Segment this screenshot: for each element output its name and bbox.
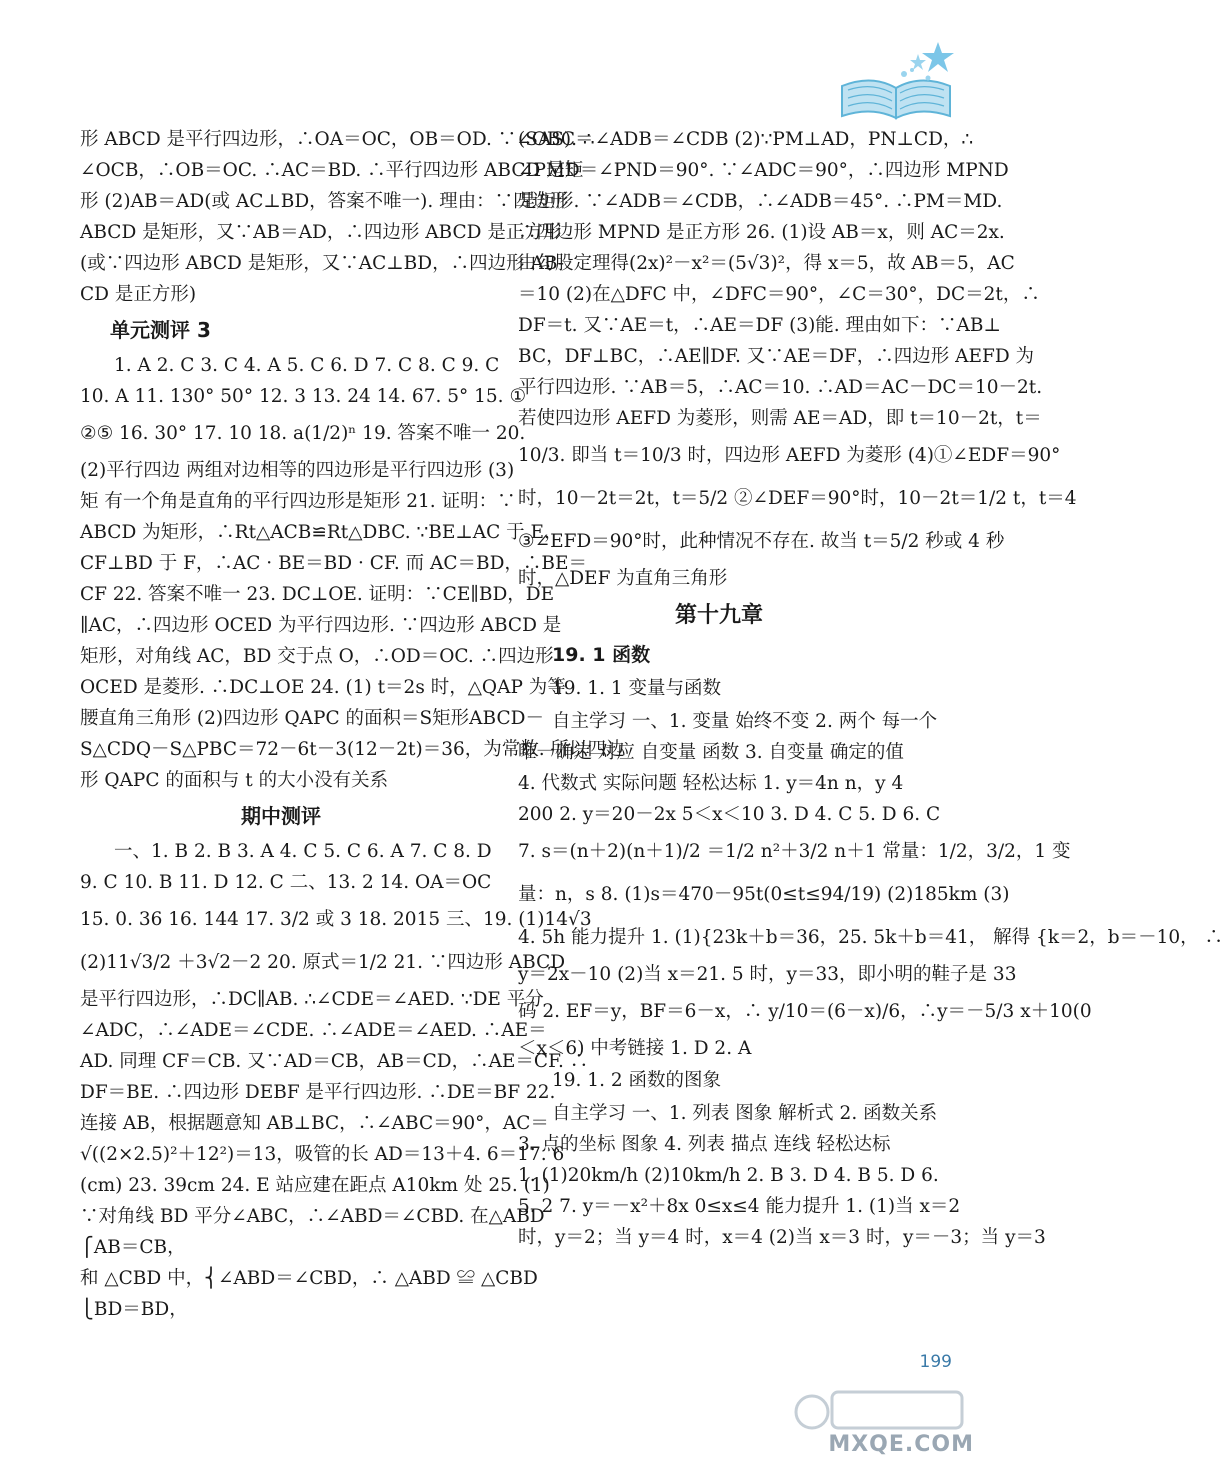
answer-line: 码 2. EF＝y，BF＝6－x，∴ y/10＝(6－x)/6，∴y＝－5/3 x＋10(0 [518, 1001, 1092, 1022]
book-star-logo [834, 40, 962, 122]
answer-line: BC，DF⊥BC，∴AE∥DF. 又∵AE＝DF，∴四边形 AEFD 为 [518, 346, 1035, 367]
answer-line: ＜x＜6) 中考链接 1. D 2. A [518, 1038, 752, 1059]
answer-line: DF＝BE. ∴四边形 DEBF 是平行四边形. ∴DE＝BF 22. [80, 1082, 556, 1103]
answer-line: 10/3. 即当 t＝10/3 时，四边形 AEFD 为菱形 (4)①∠EDF＝90° [518, 445, 1061, 466]
subsection-title: 19. 1. 2 函数的图象 [552, 1070, 721, 1091]
answer-line: 矩 有一个角是直角的平行四边形是矩形 21. 证明：∵ [80, 491, 516, 512]
answer-line: 自主学习 一、1. 列表 图象 解析式 2. 函数关系 [552, 1103, 938, 1124]
answer-line: ③∠EFD＝90°时，此种情况不存在. 故当 t＝5/2 秒或 4 秒 [518, 531, 1005, 552]
answer-line: 5. 2 7. y＝－x²＋8x 0≤x≤4 能力提升 1. (1)当 x＝2 [518, 1196, 961, 1217]
answer-line: 4. 5h 能力提升 1. (1){23k＋b＝36，25. 5k＋b＝41， 解得 {k＝2，b＝－10， ∴ [518, 927, 1223, 948]
answer-line: DF＝t. 又∵AE＝t，∴AE＝DF (3)能. 理由如下：∵AB⊥ [518, 315, 1001, 336]
answer-line: 1. (1)20km/h (2)10km/h 2. B 3. D 4. B 5. D 6. [518, 1165, 939, 1186]
answer-line: ∠ADC，∴∠ADE＝∠CDE. ∴∠ADE＝∠AED. ∴AE＝ [80, 1020, 547, 1041]
answer-line: (2)平行四边 两组对边相等的四边形是平行四边形 (3) [80, 460, 515, 481]
answer-line: 若使四边形 AEFD 为菱形，则需 AE＝AD，即 t＝10－2t，t＝ [518, 408, 1042, 429]
answer-line: 是平行四边形，∴DC∥AB. ∴∠CDE＝∠AED. ∵DE 平分 [80, 989, 544, 1010]
answer-line: ABCD 为矩形，∴Rt△ACB≌Rt△DBC. ∵BE⊥AC 于 E， [80, 522, 563, 543]
answer-line: 腰直角三角形 (2)四边形 QAPC 的面积＝S矩形ABCD－ [80, 708, 544, 729]
answer-line: 平行四边形. ∵AB＝5，∴AC＝10. ∴AD＝AC－DC＝10－2t. [518, 377, 1043, 398]
answer-line: 形 (2)AB＝AD(或 AC⊥BD，答案不唯一). 理由：∵四边形 [80, 191, 569, 212]
answer-line: OCED 是菱形. ∴DC⊥OE 24. (1) t＝2s 时，△QAP 为等 [80, 677, 566, 698]
answer-line: (2)11√3/2 ＋3√2－2 20. 原式＝1/2 21. ∵四边形 ABCD [80, 952, 566, 973]
answer-line: CD 是正方形) [80, 284, 197, 305]
right-column [518, 124, 1223, 1253]
answer-line: 4. 代数式 实际问题 轻松达标 1. y＝4n n，y 4 [518, 773, 904, 794]
answer-line: 形 QAPC 的面积与 t 的大小没有关系 [80, 770, 389, 791]
answer-line: (SAS). ∴∠ADB＝∠CDB (2)∵PM⊥AD，PN⊥CD，∴ [518, 129, 974, 150]
answer-line: y＝2x－10 (2)当 x＝21. 5 时，y＝33，即小明的鞋子是 33 [518, 964, 1017, 985]
section-title: 19. 1 函数 [552, 644, 651, 666]
answer-line: 矩形，对角线 AC，BD 交于点 O，∴OD＝OC. ∴四边形 [80, 646, 554, 667]
answer-line: 10. A 11. 130° 50° 12. 3 13. 24 14. 67. 5° 15. ① [80, 386, 527, 407]
answer-line: 15. 0. 36 16. 144 17. 3/2 或 3 18. 2015 三、19. (1)14√3 [80, 909, 592, 930]
answer-line: 时，y＝2；当 y＝4 时，x＝4 (2)当 x＝3 时，y＝－3；当 y＝3 [518, 1227, 1046, 1248]
answer-line: S△CDQ－S△PBC＝72－6t－3(12－2t)＝36，为常数. 所以四边 [80, 739, 625, 760]
answer-line: ∠OCB，∴OB＝OC. ∴AC＝BD. ∴平行四边形 ABCD 是矩 [80, 160, 584, 181]
answer-line: CF 22. 答案不唯一 23. DC⊥OE. 证明：∵CE∥BD，DE [80, 584, 555, 605]
answer-line: ⎧AB＝CB， [80, 1237, 186, 1258]
answer-line: 连接 AB，根据题意知 AB⊥BC，∴∠ABC＝90°，AC＝ [80, 1113, 549, 1134]
answer-line: 1. A 2. C 3. C 4. A 5. C 6. D 7. C 8. C 9. C [114, 355, 500, 376]
chapter-title: 第十九章 [674, 603, 763, 628]
answer-line: 由勾股定理得(2x)²－x²＝(5√3)²，得 x＝5，故 AB＝5，AC [518, 253, 1015, 274]
answer-line: 和 △CBD 中，⎨∠ABD＝∠CBD，∴ △ABD ≌ △CBD [80, 1268, 538, 1289]
page-number: 199 [919, 1352, 952, 1372]
subsection-title: 19. 1. 1 变量与函数 [552, 678, 721, 699]
answer-line: (或∵四边形 ABCD 是矩形，又∵AC⊥BD，∴四边形 AB- [80, 253, 565, 274]
section-heading-unit-test: 单元测评 3 [110, 318, 211, 342]
answer-line: ABCD 是矩形，又∵AB＝AD，∴四边形 ABCD 是正方形 [80, 222, 562, 243]
answer-line: ＝10 (2)在△DFC 中，∠DFC＝90°，∠C＝30°，DC＝2t，∴ [518, 284, 1040, 305]
section-heading-midterm: 期中测评 [241, 804, 321, 828]
answer-line: 9. C 10. B 11. D 12. C 二、13. 2 14. OA＝OC [80, 872, 492, 893]
answer-line: 时，△DEF 为直角三角形 [518, 568, 728, 589]
answer-line: CF⊥BD 于 F，∴AC · BE＝BD · CF. 而 AC＝BD，∴BE＝ [80, 553, 588, 574]
answer-line: AD. 同理 CF＝CB. 又∵AD＝CB，AB＝CD，∴AE＝CF. ∴ [80, 1051, 589, 1072]
answer-line: ∥AC，∴四边形 OCED 为平行四边形. ∵四边形 ABCD 是 [80, 615, 562, 636]
answer-line: 自主学习 一、1. 变量 始终不变 2. 两个 每一个 [552, 711, 938, 732]
answer-line: √((2×2.5)²＋12²)＝13，吸管的长 AD＝13＋4. 6＝17. 6 [80, 1144, 565, 1165]
answer-line: 时，10－2t＝2t，t＝5/2 ②∠DEF＝90°时，10－2t＝1/2 t，t＝4 [518, 488, 1077, 509]
answer-line: ∴四边形 MPND 是正方形 26. (1)设 AB＝x，则 AC＝2x. [518, 222, 1005, 243]
answer-line: ∵对角线 BD 平分∠ABC，∴∠ABD＝∠CBD. 在△ABD [80, 1206, 545, 1227]
answer-line: (cm) 23. 39cm 24. E 站应建在距点 A10km 处 25. (1) [80, 1175, 550, 1196]
answer-line: 唯一确定 对应 自变量 函数 3. 自变量 确定的值 [518, 742, 904, 763]
answer-line: 形 ABCD 是平行四边形，∴OA＝OC，OB＝OD. ∵∠OBC＝ [80, 129, 594, 150]
answer-line: 量：n，s 8. (1)s＝470－95t(0≤t≤94/19) (2)185km (3) [518, 884, 1010, 905]
answer-line: 7. s＝(n＋2)(n＋1)/2 ＝1/2 n²＋3/2 n＋1 常量：1/2，3/2，1 变 [518, 841, 1071, 862]
answer-line: ⎩BD＝BD， [80, 1299, 188, 1320]
answer-line: 是矩形. ∵∠ADB＝∠CDB，∴∠ADB＝45°. ∴PM＝MD. [518, 191, 1003, 212]
answer-line: ∠PMD＝∠PND＝90°. ∵∠ADC＝90°，∴四边形 MPND [518, 160, 1009, 181]
answer-line: 3. 点的坐标 图象 4. 列表 描点 连线 轻松达标 [518, 1134, 891, 1155]
answer-line: ②⑤ 16. 30° 17. 10 18. a(1/2)ⁿ 19. 答案不唯一 20. [80, 423, 526, 444]
answer-line: 一、1. B 2. B 3. A 4. C 5. C 6. A 7. C 8. D [114, 841, 492, 862]
watermark-text: MXQE.COM [828, 1432, 974, 1457]
answer-line: 200 2. y＝20－2x 5＜x＜10 3. D 4. C 5. D 6. C [518, 804, 941, 825]
